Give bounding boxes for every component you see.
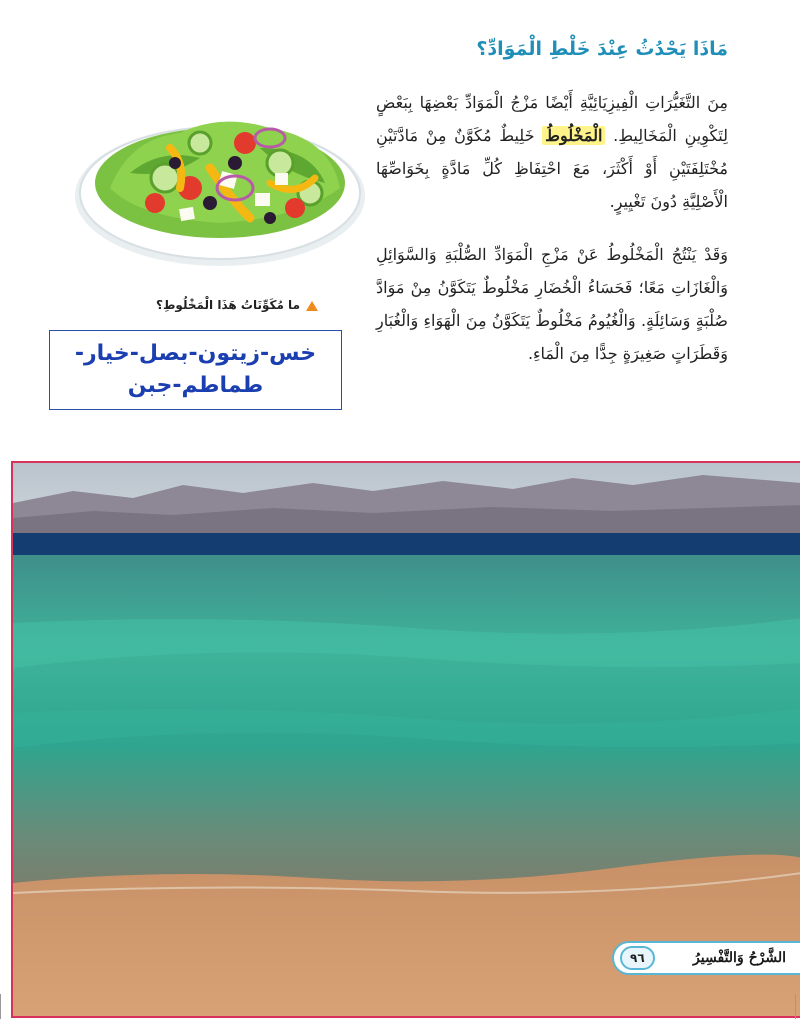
paragraph-mixture-examples: وَقَدْ يَنْتُجُ الْمَخْلُوطُ عَنْ مَزْجِ الْمَوَادِّ الصُّلْبَةِ وَالسَّوَائِلِ وَالْغَازَاتِ مَعًا؛ فَحَسَاءُ الْخُضَارِ مَخْلُوطٌ يَتَكَوَّنُ مِنْ مَوَادَّ صُلْبَةٍ وَسَائِلَةٍ. وَالْغُيُومُ مَخْلُوطٌ يَتَكَوَّنُ مِنَ الْهَوَاءِ وَالْغُبَارِ وَقَطَرَاتٍ صَغِيرَةٍ جِدًّا مِنَ الْمَاءِ. [376, 245, 729, 363]
answer-text: خس-زيتون-بصل-خيار-طماطم-جبن [74, 341, 317, 398]
crop-mark-left [0, 994, 1, 1019]
paragraph1-intro: مِنَ التَّغَيُّرَاتِ الْفِيزِيَائِيَّةِ أَيْضًا مَزْجُ الْمَوَادِّ بَعْضِهَا بِبَعْضٍ لِتَكْوِينِ الْمَخَالِيطِ. [376, 93, 729, 145]
sea-beach-illustration [13, 463, 800, 1018]
page-number: ٩٦ [620, 946, 655, 970]
caption-question: ما مُكَوِّنَاتُ هَذَا الْمَخْلُوطِ؟ [156, 298, 300, 312]
sea-beach-photo [11, 461, 800, 1018]
section-footer-tab [612, 941, 800, 975]
section-heading: مَاذَا يَحْدُثُ عِنْدَ خَلْطِ الْمَوَادِّ؟ [476, 38, 728, 60]
paragraph1-definition: خَلِيطٌ مُكَوَّنٌ مِنْ مَادَّتَيْنِ مُخْتَلِفَتَيْنِ أَوْ أَكْثَرَ، مَعَ احْتِفَاظِ كُلِّ مَادَّةٍ بِخَوَاصِّهَا الْأَصْلِيَّةِ دُونَ تَغْيِيرٍ. [376, 126, 728, 211]
footer-section-label: الشَّرْحُ وَالتَّفْسِيرُ [693, 950, 786, 966]
paragraph-mixtures-definition [376, 86, 728, 218]
figure-caption [80, 298, 318, 312]
crop-mark-right [795, 994, 796, 1019]
caption-triangle-icon [306, 301, 318, 311]
salad-image [70, 78, 370, 278]
answer-box [49, 330, 342, 410]
key-term-highlight: الْمَخْلُوطُ [542, 126, 605, 145]
